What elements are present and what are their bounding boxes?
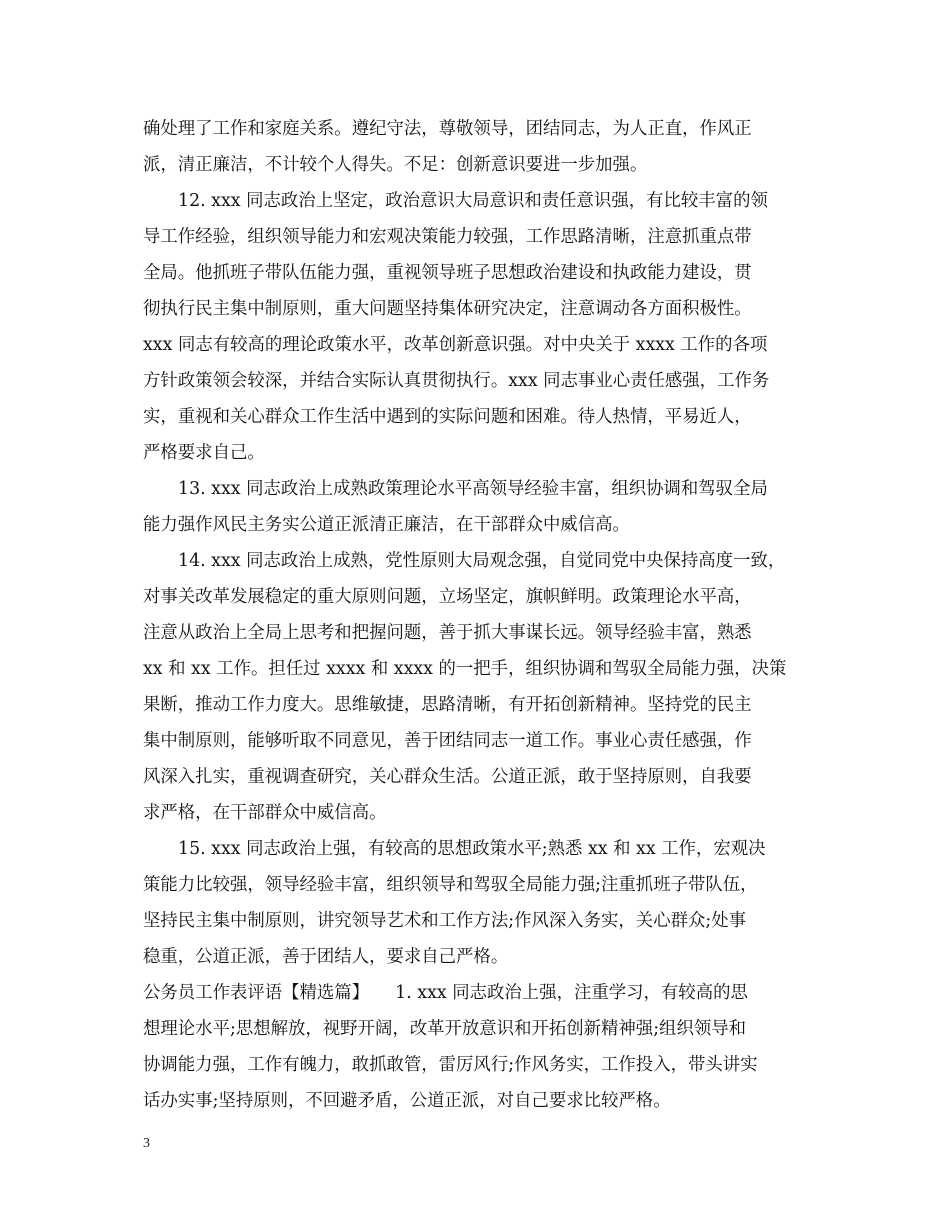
text-line: 派，清正廉洁，不计较个人得失。不足：创新意识要进一步加强。 — [143, 155, 648, 175]
text-line: 全局。他抓班子带队伍能力强，重视领导班子思想政治建设和执政能力建设，贯 — [143, 263, 752, 283]
text-line: 注意从政治上全局上思考和把握问题，善于抓大事谋长远。领导经验丰富，熟悉 — [143, 623, 752, 643]
text-line: xxx 同志有较高的理论政策水平，改革创新意识强。对中央关于 xxxx 工作的各项 — [143, 335, 768, 355]
text-line: 集中制原则，能够听取不同意见，善于团结同志一道工作。事业心责任感强，作 — [143, 731, 752, 751]
text-line: 话办实事;坚持原则，不回避矛盾，公道正派，对自己要求比较严格。 — [143, 1091, 671, 1111]
text-line: 严格要求自己。 — [143, 443, 265, 463]
text-line: 协调能力强，工作有魄力，敢抓敢管，雷厉风行;作风务实，工作投入，带头讲实 — [143, 1055, 758, 1075]
text-line: 果断，推动工作力度大。思维敏捷，思路清晰，有开拓创新精神。坚持党的民主 — [143, 695, 752, 715]
text-line: 稳重，公道正派，善于团结人，要求自己严格。 — [143, 947, 509, 967]
text-line: 13. xxx 同志政治上成熟政策理论水平高领导经验丰富，组织协调和驾驭全局 — [178, 479, 768, 499]
text-line: 实，重视和关心群众工作生活中遇到的实际问题和困难。待人热情，平易近人， — [143, 407, 752, 427]
text-line: 15. xxx 同志政治上强，有较高的思想政策水平;熟悉 xx 和 xx 工作，宏观决 — [178, 839, 766, 859]
text-line: 风深入扎实，重视调查研究，关心群众生活。公道正派，敢于坚持原则，自我要 — [143, 767, 752, 787]
text-line: 公务员工作表评语【精选篇】 1. xxx 同志政治上强，注重学习，有较高的思 — [143, 983, 748, 1003]
text-line: 策能力比较强，领导经验丰富，组织领导和驾驭全局能力强;注重抓班子带队伍， — [143, 875, 758, 895]
text-line: 导工作经验，组织领导能力和宏观决策能力较强，工作思路清晰，注意抓重点带 — [143, 227, 752, 247]
page-number: 3 — [143, 1136, 150, 1151]
text-line: 方针政策领会较深，并结合实际认真贯彻执行。xxx 同志事业心责任感强，工作务 — [143, 371, 770, 391]
text-line: 对事关改革发展稳定的重大原则问题，立场坚定，旗帜鲜明。政策理论水平高， — [143, 587, 752, 607]
text-line: 想理论水平;思想解放，视野开阔，改革开放意识和开拓创新精神强;组织领导和 — [143, 1019, 747, 1039]
text-line: 能力强作风民主务实公道正派清正廉洁，在干部群众中威信高。 — [143, 515, 630, 535]
text-line: 确处理了工作和家庭关系。遵纪守法，尊敬领导，团结同志，为人正直，作风正 — [143, 119, 752, 139]
text-line: xx 和 xx 工作。担任过 xxxx 和 xxxx 的一把手，组织协调和驾驭全局能力强，决策 — [143, 659, 787, 679]
text-line: 12. xxx 同志政治上坚定，政治意识大局意识和责任意识强，有比较丰富的领 — [178, 191, 768, 211]
text-line: 14. xxx 同志政治上成熟，党性原则大局观念强，自觉同党中央保持高度一致， — [178, 551, 786, 571]
text-line: 坚持民主集中制原则，讲究领导艺术和工作方法;作风深入务实，关心群众;处事 — [143, 911, 747, 931]
text-line: 彻执行民主集中制原则，重大问题坚持集体研究决定，注意调动各方面积极性。 — [143, 299, 752, 319]
text-line: 求严格，在干部群众中威信高。 — [143, 803, 387, 823]
